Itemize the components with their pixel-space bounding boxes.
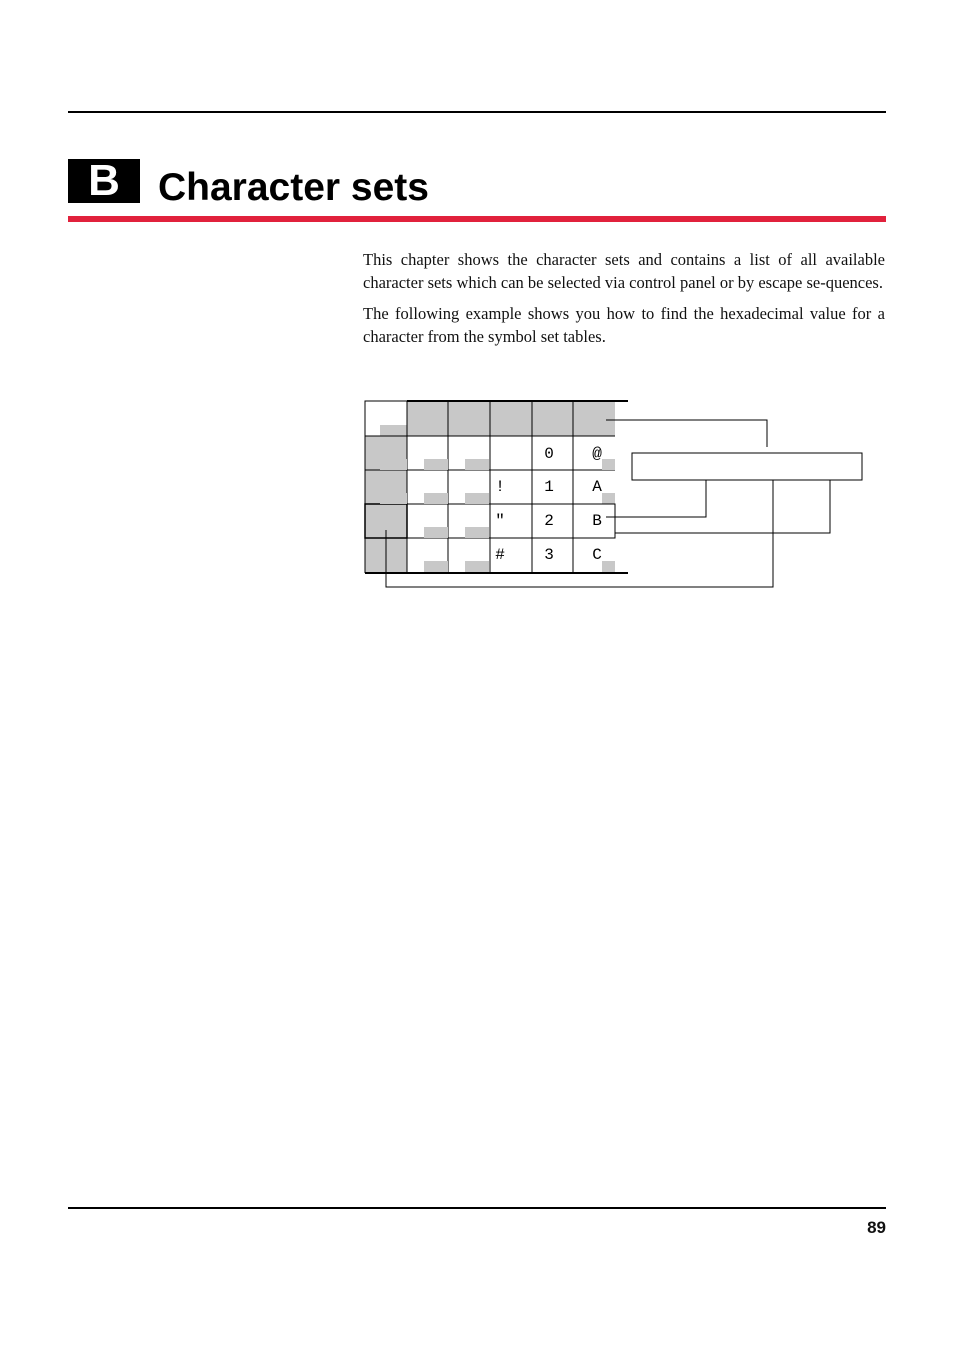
header-row-shade bbox=[407, 401, 615, 436]
bottom-rule bbox=[68, 1207, 886, 1209]
paragraph-intro: This chapter shows the character sets and contains a list of all available character sets which can be selected via control panel or by escape se-quences. bbox=[363, 250, 885, 292]
cell-c3-r2: 2 bbox=[544, 512, 554, 530]
page-number: 89 bbox=[867, 1218, 886, 1237]
symbol-table-figure bbox=[0, 0, 954, 620]
cell-c2-r3: # bbox=[495, 546, 505, 564]
chapter-title: Character sets bbox=[158, 166, 429, 209]
cell-c4-r3: C bbox=[592, 546, 602, 564]
corner-cell-marker bbox=[380, 425, 407, 436]
cell-c2-r2: " bbox=[495, 512, 505, 530]
paragraph-example: The following example shows you how to find the hexadecimal value for a character from the symbol set tables. bbox=[363, 304, 885, 346]
chapter-letter-badge: B bbox=[68, 159, 140, 203]
cell-c4-r0: @ bbox=[592, 445, 602, 463]
cell-c3-r0: 0 bbox=[544, 445, 554, 463]
cell-c3-r1: 1 bbox=[544, 478, 554, 496]
cell-c4-r2: B bbox=[592, 512, 602, 530]
cell-c3-r3: 3 bbox=[544, 546, 554, 564]
cell-c2-r1: ! bbox=[495, 478, 505, 496]
cell-c4-r1: A bbox=[592, 478, 602, 496]
